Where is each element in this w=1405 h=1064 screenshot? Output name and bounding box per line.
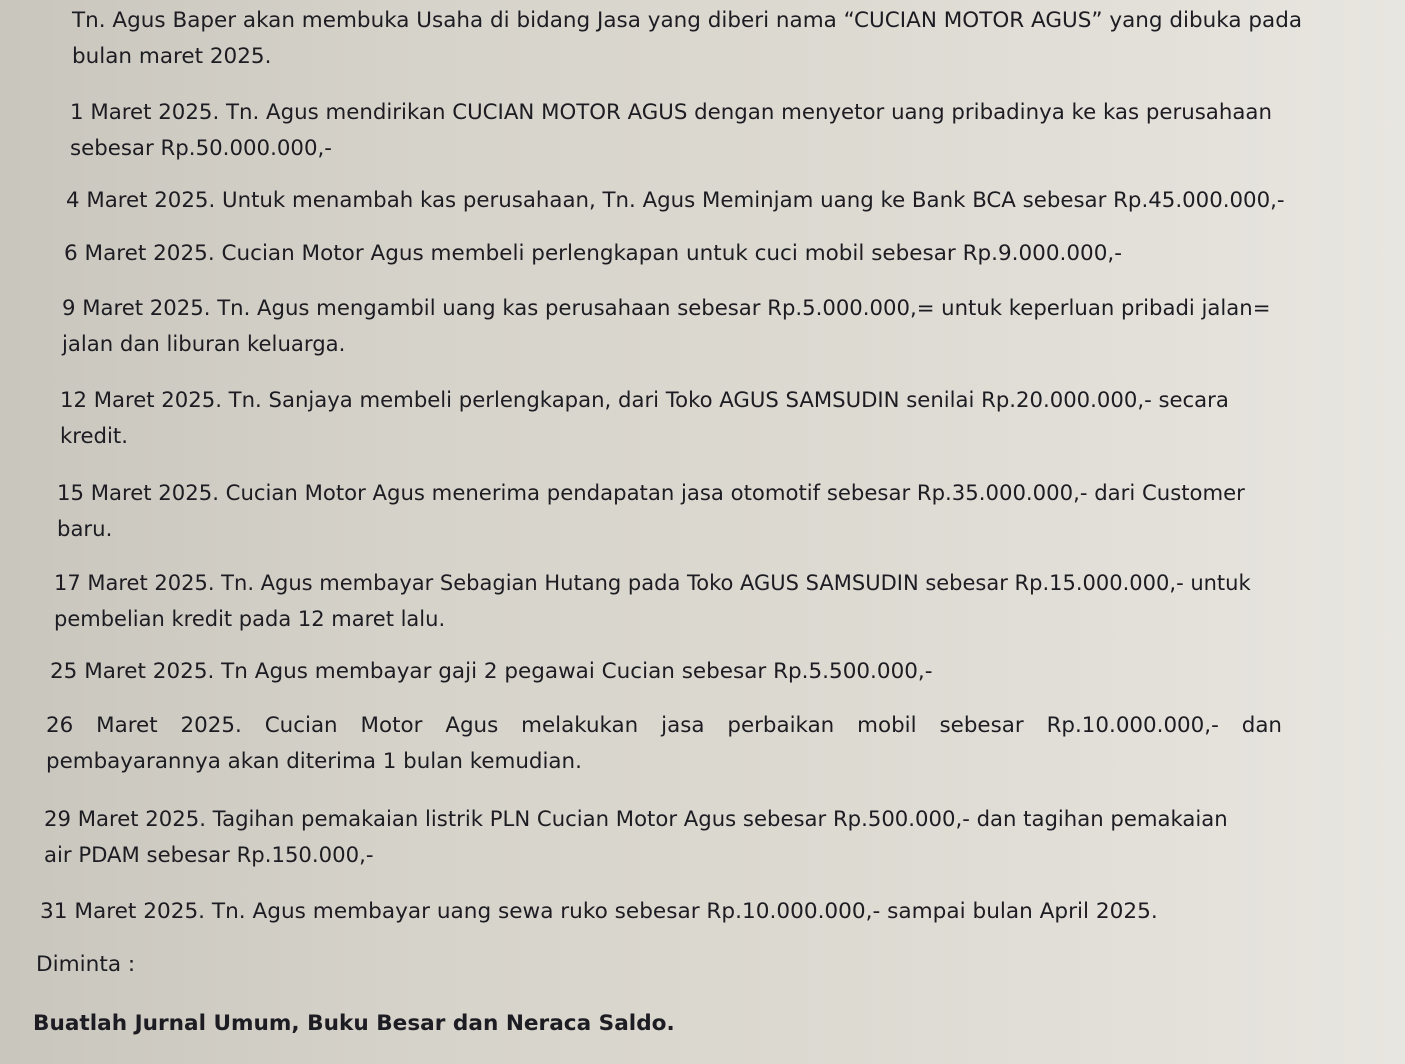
transaction-26-maret	[46, 708, 1282, 780]
intro-paragraph	[72, 3, 1302, 75]
transaction-31-maret	[40, 894, 1158, 930]
transaction-line: air PDAM sebesar Rp.150.000,-	[44, 842, 374, 867]
transaction-9-maret	[62, 290, 1270, 362]
transaction-line: 6 Maret 2025. Cucian Motor Agus membeli perlengkapan untuk cuci mobil sebesar Rp.9.000.000,-	[64, 241, 1123, 266]
transaction-line: 31 Maret 2025. Tn. Agus membayar uang sewa ruko sebesar Rp.10.000.000,- sampai bulan April 2025.	[40, 899, 1158, 924]
transaction-line: 29 Maret 2025. Tagihan pemakaian listrik PLN Cucian Motor Agus sebesar Rp.500.000,- dan tagihan pemakaian	[44, 806, 1228, 831]
transaction-line: jalan dan liburan keluarga.	[62, 331, 346, 356]
transaction-line: 1 Maret 2025. Tn. Agus mendirikan CUCIAN MOTOR AGUS dengan menyetor uang pribadinya ke kas perusahaan	[70, 100, 1272, 125]
transaction-line: 17 Maret 2025. Tn. Agus membayar Sebagian Hutang pada Toko AGUS SAMSUDIN sebesar Rp.15.000.000,- untuk	[54, 571, 1251, 595]
diminta-label	[36, 947, 135, 983]
transaction-line: 9 Maret 2025. Tn. Agus mengambil uang kas perusahaan sebesar Rp.5.000.000,= untuk keperluan pribadi jalan=	[62, 295, 1271, 320]
transaction-line: 26 Maret 2025. Cucian Motor Agus melakukan jasa perbaikan mobil sebesar Rp.10.000.000,- dan	[46, 713, 1282, 738]
transaction-line: pembelian kredit pada 12 maret lalu.	[54, 607, 446, 631]
transaction-line: 4 Maret 2025. Untuk menambah kas perusahaan, Tn. Agus Meminjam uang ke Bank BCA sebesar Rp.45.000.000,-	[66, 188, 1285, 213]
transaction-12-maret	[60, 382, 1229, 454]
transaction-line: pembayarannya akan diterima 1 bulan kemudian.	[46, 749, 582, 774]
transaction-line: baru.	[57, 516, 113, 541]
transaction-17-maret	[54, 565, 1251, 637]
transaction-line: kredit.	[60, 423, 128, 448]
transaction-line: sebesar Rp.50.000.000,-	[70, 136, 332, 161]
intro-line-2: bulan maret 2025.	[72, 44, 272, 69]
diminta-label-text: Diminta :	[36, 952, 136, 977]
transaction-6-maret	[64, 236, 1122, 272]
transaction-line: 12 Maret 2025. Tn. Sanjaya membeli perlengkapan, dari Toko AGUS SAMSUDIN senilai Rp.20.000.000,- secara	[60, 387, 1229, 412]
task-instruction-text: Buatlah Jurnal Umum, Buku Besar dan Neraca Saldo.	[33, 1011, 675, 1036]
transaction-line: 25 Maret 2025. Tn Agus membayar gaji 2 pegawai Cucian sebesar Rp.5.500.000,-	[50, 659, 933, 684]
transaction-15-maret	[57, 475, 1245, 547]
transaction-29-maret	[44, 801, 1228, 873]
transaction-line: 15 Maret 2025. Cucian Motor Agus menerima pendapatan jasa otomotif sebesar Rp.35.000.000,- dari Customer	[57, 480, 1245, 505]
intro-line-1: Tn. Agus Baper akan membuka Usaha di bidang Jasa yang diberi nama “CUCIAN MOTOR AGUS” yang dibuka pada	[72, 8, 1303, 33]
transaction-4-maret	[66, 183, 1285, 219]
task-instruction	[33, 1006, 675, 1042]
transaction-25-maret	[50, 654, 933, 690]
transaction-1-maret	[70, 95, 1272, 167]
